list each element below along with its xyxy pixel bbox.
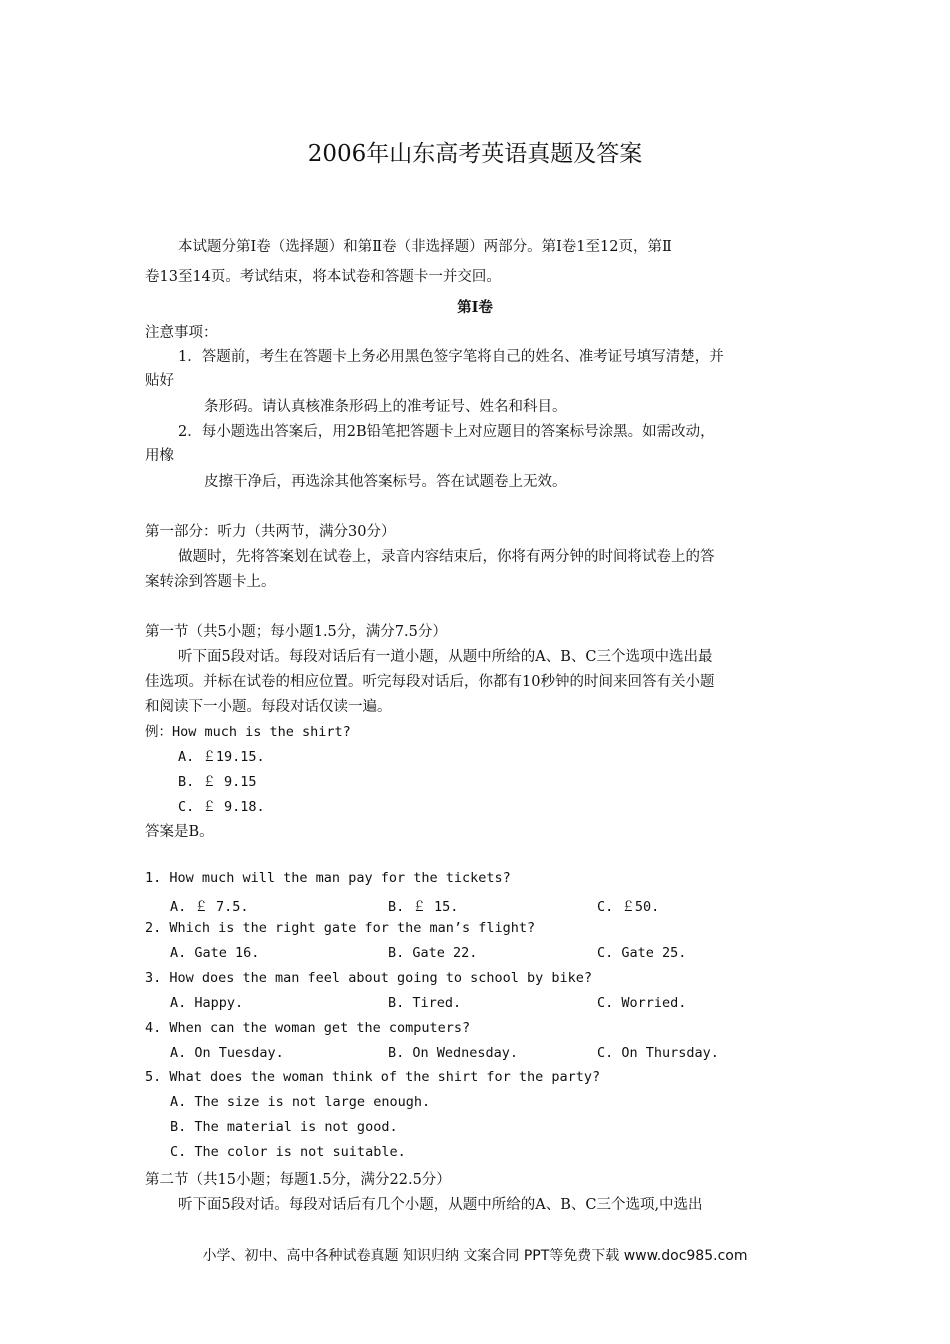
example-question: 例：How much is the shirt? xyxy=(145,724,351,740)
section2-heading: 第二节（共15小题；每题1.5分，满分22.5分） xyxy=(145,1172,451,1188)
example-option-c: C. ￡ 9.18. xyxy=(178,799,265,815)
note-1-line-1: 1．答题前，考生在答题卡上务必用黑色签字笔将自己的姓名、准考证号填写清楚，并 xyxy=(178,349,724,365)
intro-line-1: 本试题分第Ⅰ卷（选择题）和第Ⅱ卷（非选择题）两部分。第Ⅰ卷1至12页，第Ⅱ xyxy=(178,239,672,255)
question-1: 1. How much will the man pay for the tickets? xyxy=(145,870,511,886)
note-2-line-2: 用橡 xyxy=(145,448,174,464)
note-2-line-1: 2．每小题选出答案后，用2B铅笔把答题卡上对应题目的答案标号涂黑。如需改动， xyxy=(178,424,715,440)
part1-heading: 第一部分：听力（共两节，满分30分） xyxy=(145,524,396,540)
question-2-option-c: C. Gate 25. xyxy=(597,945,687,961)
question-3-option-c: C. Worried. xyxy=(597,995,687,1011)
question-3-option-a: A. Happy. xyxy=(170,995,244,1011)
note-2-line-3: 皮擦干净后，再选涂其他答案标号。答在试题卷上无效。 xyxy=(204,474,567,490)
question-5: 5. What does the woman think of the shirt for the party? xyxy=(145,1069,601,1085)
question-4: 4. When can the woman get the computers? xyxy=(145,1020,471,1036)
question-2-option-a: A. Gate 16. xyxy=(170,945,260,961)
notes-heading: 注意事项： xyxy=(145,325,218,341)
question-1-option-c: C. ￡50. xyxy=(597,899,660,915)
question-2: 2. Which is the right gate for the man’s flight? xyxy=(145,920,536,936)
section1-desc-3: 和阅读下一小题。每段对话仅读一遍。 xyxy=(145,699,392,715)
question-3-option-b: B. Tired. xyxy=(388,995,462,1011)
question-5-option-c: C. The color is not suitable. xyxy=(170,1144,406,1160)
question-5-option-b: B. The material is not good. xyxy=(170,1119,398,1135)
question-1-option-a: A. ￡ 7.5. xyxy=(170,899,249,915)
note-1-line-3: 条形码。请认真核准条形码上的准考证号、姓名和科目。 xyxy=(204,399,567,415)
section1-desc-1: 听下面5段对话。每段对话后有一道小题，从题中所给的A、B、C三个选项中选出最 xyxy=(178,649,713,665)
section2-desc-1: 听下面5段对话。每段对话后有几个小题，从题中所给的A、B、C三个选项,中选出 xyxy=(178,1197,703,1213)
page-title: 2006年山东高考英语真题及答案 xyxy=(307,141,643,167)
question-2-option-b: B. Gate 22. xyxy=(388,945,478,961)
question-4-option-a: A. On Tuesday. xyxy=(170,1045,284,1061)
part1-desc-2: 案转涂到答题卡上。 xyxy=(145,574,276,590)
part1-desc-1: 做题时，先将答案划在试卷上，录音内容结束后，你将有两分钟的时间将试卷上的答 xyxy=(178,549,715,565)
example-option-b: B. ￡ 9.15 xyxy=(178,774,257,790)
question-3: 3. How does the man feel about going to school by bike? xyxy=(145,970,593,986)
page-footer: 小学、初中、高中各种试卷真题 知识归纳 文案合同 PPT等免费下载 www.doc985.com xyxy=(202,1248,748,1264)
section1-desc-2: 佳选项。并标在试卷的相应位置。听完每段对话后，你都有10秒钟的时间来回答有关小题 xyxy=(145,674,715,690)
volume-heading: 第Ⅰ卷 xyxy=(457,299,493,316)
note-1-line-2: 贴好 xyxy=(145,373,174,389)
example-answer: 答案是B。 xyxy=(145,824,214,840)
question-1-option-b: B. ￡ 15. xyxy=(388,899,459,915)
section1-heading: 第一节（共5小题；每小题1.5分，满分7.5分） xyxy=(145,624,447,640)
intro-line-2: 卷13至14页。考试结束，将本试卷和答题卡一并交回。 xyxy=(145,269,501,285)
example-option-a: A. ￡19.15. xyxy=(178,749,265,765)
question-4-option-c: C. On Thursday. xyxy=(597,1045,719,1061)
question-5-option-a: A. The size is not large enough. xyxy=(170,1094,431,1110)
question-4-option-b: B. On Wednesday. xyxy=(388,1045,519,1061)
